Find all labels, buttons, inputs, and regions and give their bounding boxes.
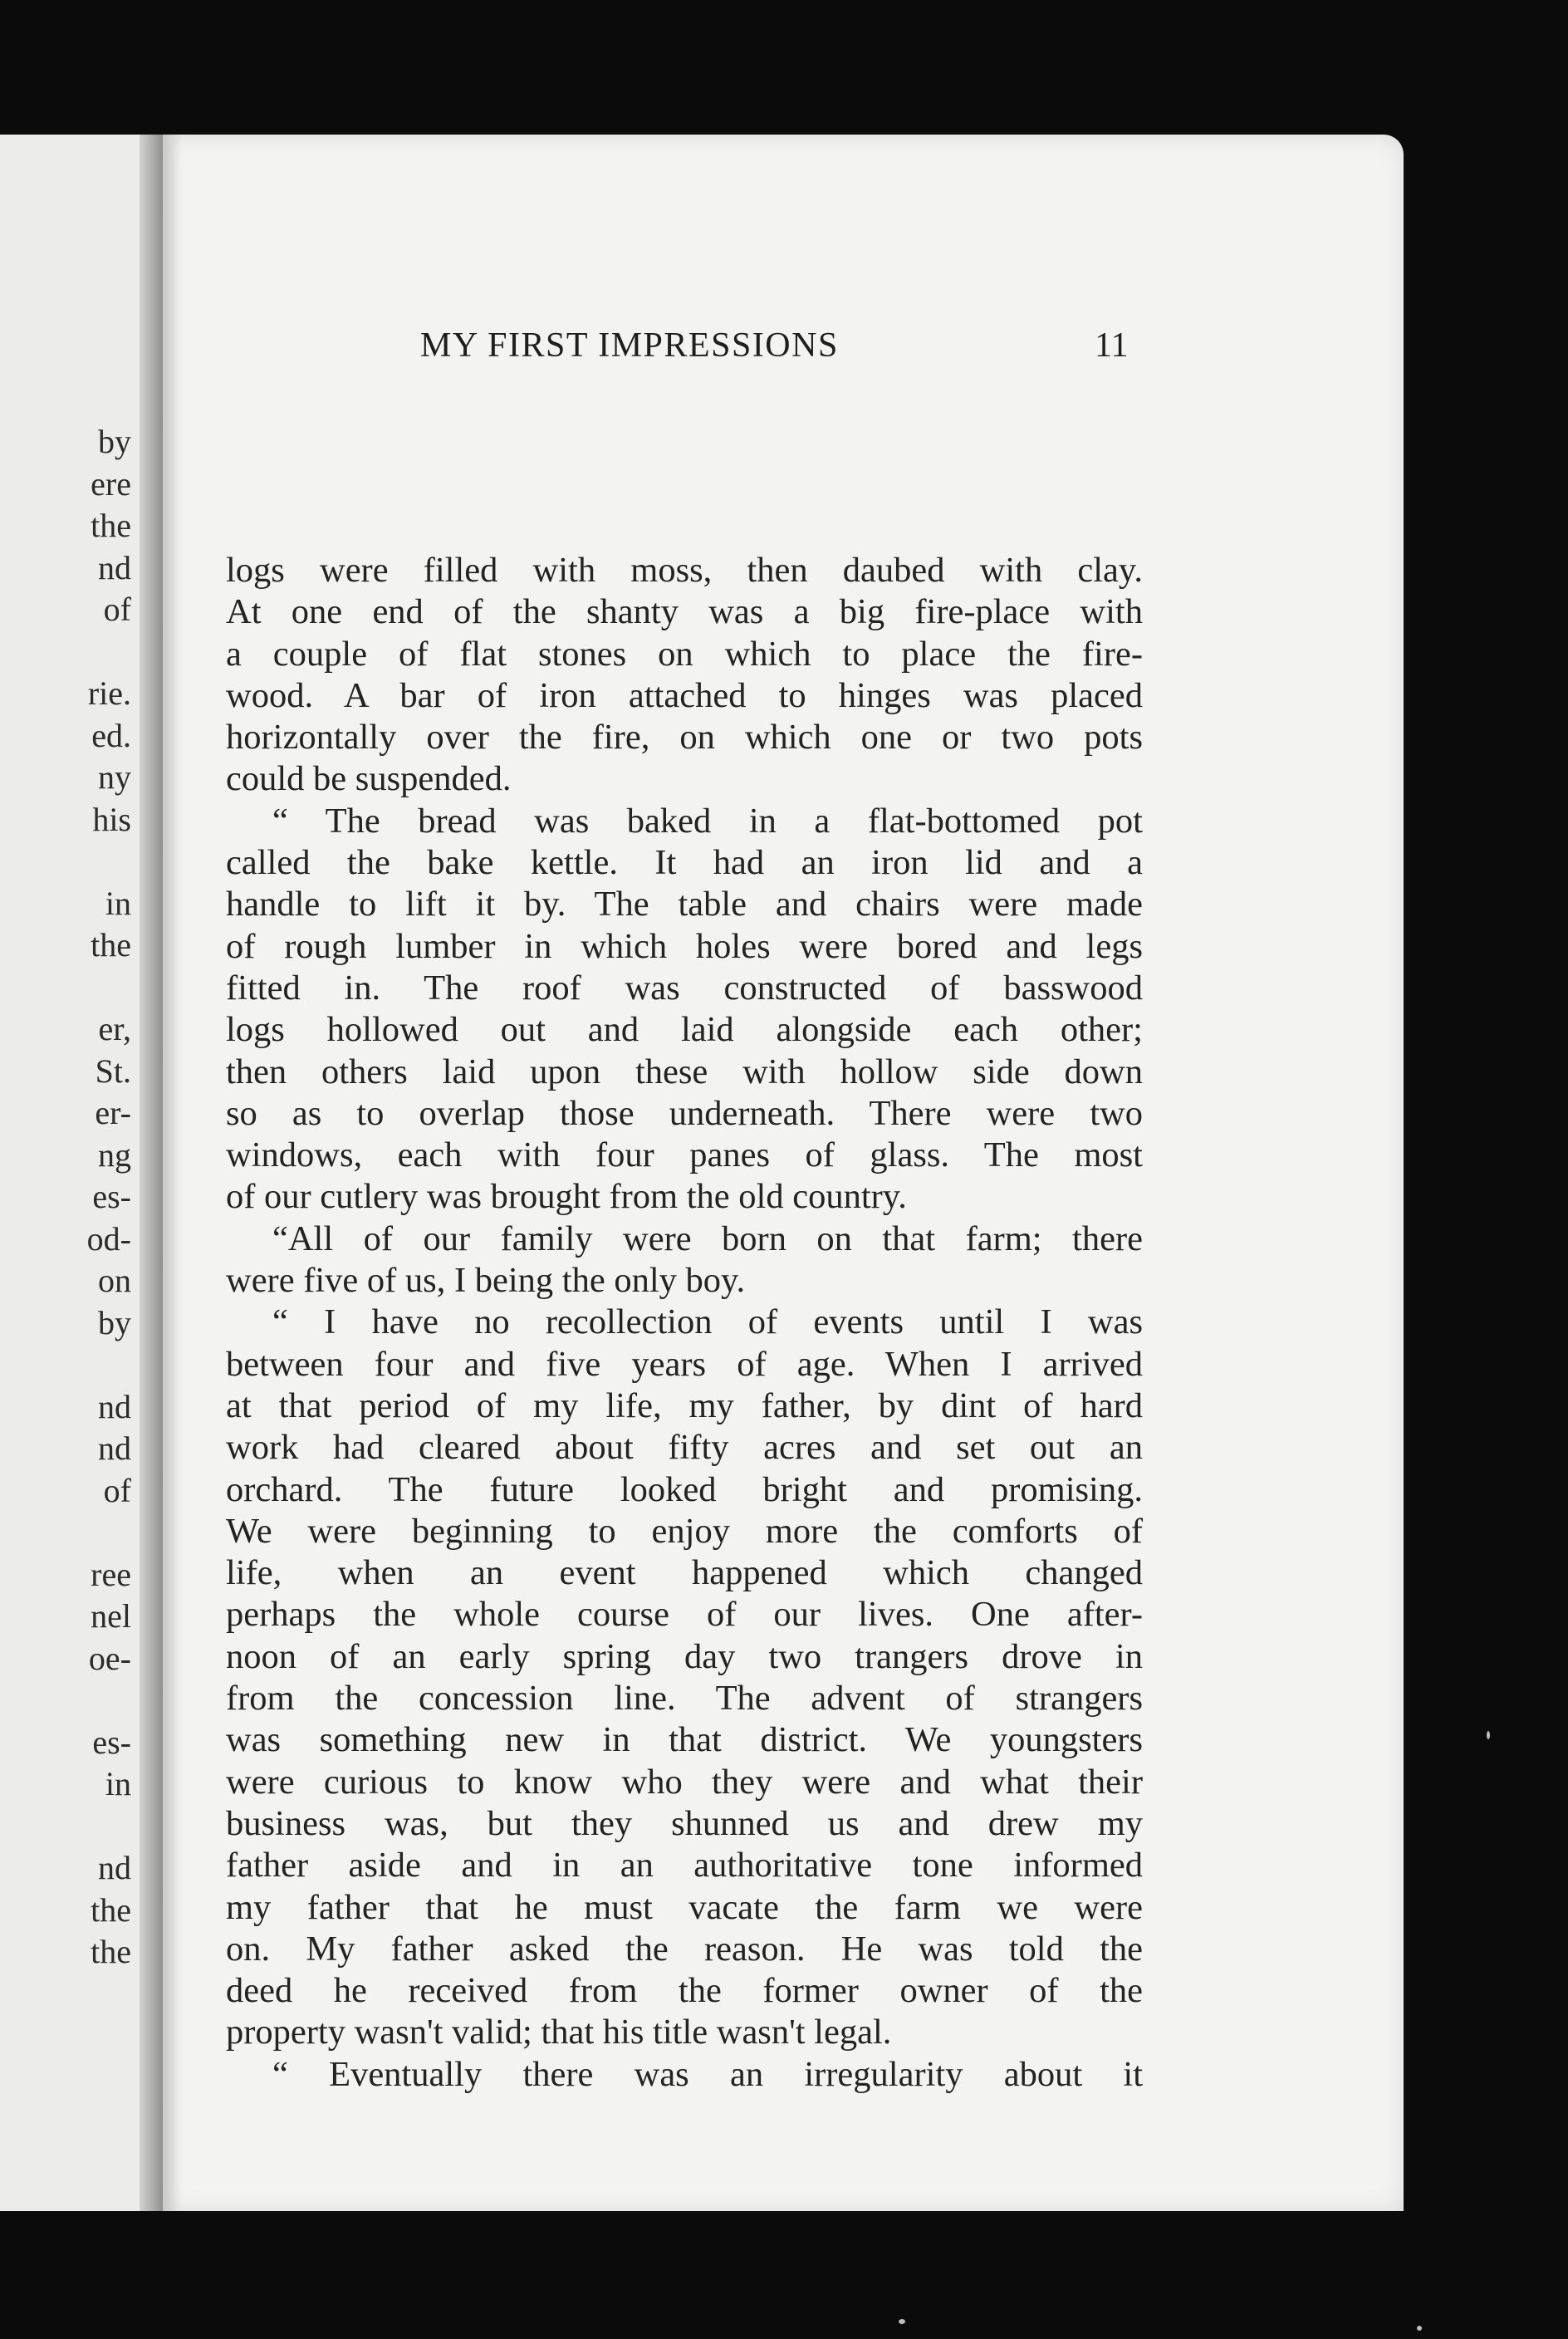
previous-page-fragment: nel bbox=[91, 1597, 131, 1635]
text-line: of our cutlery was brought from the old country. bbox=[226, 1177, 907, 1217]
previous-page-fragment: rie. bbox=[87, 674, 131, 712]
previous-page-fragment: of bbox=[103, 591, 131, 628]
text-line: life, when an event happened which changed bbox=[226, 1553, 1143, 1593]
text-line: were curious to know who they were and what their bbox=[226, 1762, 1143, 1802]
text-line: called the bake kettle. It had an iron lid and a bbox=[226, 843, 1143, 883]
previous-page-fragment: ree bbox=[91, 1555, 131, 1593]
text-line: “ The bread was baked in a flat-bottomed pot bbox=[272, 801, 1143, 841]
previous-page-fragment: nd bbox=[98, 1849, 131, 1886]
text-line: at that period of my life, my father, by dint of hard bbox=[226, 1385, 1143, 1425]
previous-page-fragment: by bbox=[98, 1303, 131, 1341]
text-line: horizontally over the fire, on which one or two pots bbox=[226, 718, 1143, 758]
text-line: perhaps the whole course of our lives. One after- bbox=[226, 1595, 1143, 1635]
previous-page-fragment: in bbox=[105, 884, 131, 922]
text-line: my father that he must vacate the farm we were bbox=[226, 1887, 1143, 1927]
dust-speck bbox=[1487, 1731, 1490, 1739]
previous-page-fragment bbox=[7, 1344, 131, 1386]
text-line: on. My father asked the reason. He was told the bbox=[226, 1929, 1143, 1969]
previous-page-fragment: nd bbox=[98, 1387, 131, 1425]
previous-page-fragment: nd bbox=[98, 1429, 131, 1467]
previous-page-fragment bbox=[7, 967, 131, 1009]
previous-page-fragment bbox=[7, 1806, 131, 1848]
text-line: from the concession line. The advent of strangers bbox=[226, 1679, 1143, 1719]
text-line: “ I have no recollection of events until I was bbox=[272, 1302, 1143, 1342]
text-line: deed he received from the former owner of the bbox=[226, 1971, 1143, 2011]
dust-speck bbox=[899, 2319, 905, 2324]
book-page bbox=[163, 135, 1404, 2211]
previous-page-fragment bbox=[7, 841, 131, 883]
text-line: between four and five years of age. When I arrived bbox=[226, 1344, 1143, 1384]
text-line: handle to lift it by. The table and chairs were made bbox=[226, 885, 1143, 924]
previous-page-fragment bbox=[7, 1679, 131, 1722]
previous-page-fragment: by bbox=[98, 423, 131, 460]
text-line: orchard. The future looked bright and promising. bbox=[226, 1469, 1143, 1509]
text-line: work had cleared about fifty acres and set out an bbox=[226, 1428, 1143, 1468]
text-line: logs hollowed out and laid alongside each other; bbox=[226, 1010, 1143, 1050]
previous-page-fragment: on bbox=[98, 1262, 131, 1299]
text-line: could be suspended. bbox=[226, 759, 512, 799]
text-line: noon of an early spring day two trangers drove in bbox=[226, 1636, 1143, 1676]
text-line: was something new in that district. We youngsters bbox=[226, 1720, 1143, 1760]
previous-page-fragment: St. bbox=[95, 1052, 131, 1090]
text-line: property wasn't valid; that his title wasn't legal. bbox=[226, 2013, 892, 2052]
text-line: fitted in. The roof was constructed of basswood bbox=[226, 968, 1143, 1008]
previous-page-fragment: in bbox=[105, 1765, 131, 1802]
dust-speck bbox=[1417, 2326, 1422, 2331]
previous-page-fragment: ng bbox=[98, 1135, 131, 1174]
previous-page-fragment: er, bbox=[98, 1010, 131, 1047]
previous-page-fragment: of bbox=[103, 1471, 131, 1509]
previous-page-fragment: the bbox=[91, 926, 131, 964]
text-line: “All of our family were born on that farm; there bbox=[272, 1219, 1143, 1258]
text-line: We were beginning to enjoy more the comforts of bbox=[226, 1511, 1143, 1551]
previous-page-fragment: nd bbox=[98, 548, 131, 586]
previous-page-fragment: ere bbox=[91, 464, 131, 503]
text-line: business was, but they shunned us and drew my bbox=[226, 1803, 1143, 1843]
previous-page-fragment: es- bbox=[92, 1178, 131, 1215]
text-line: of rough lumber in which holes were bored and legs bbox=[226, 926, 1143, 966]
previous-page-fragment: er- bbox=[95, 1094, 131, 1131]
previous-page-fragment: ed. bbox=[91, 716, 131, 754]
text-line: then others laid upon these with hollow side down bbox=[226, 1052, 1143, 1091]
previous-page-fragment: the bbox=[91, 1890, 131, 1929]
text-line: father aside and in an authoritative tone informed bbox=[226, 1846, 1143, 1885]
text-line: logs were filled with moss, then daubed with clay. bbox=[226, 551, 1143, 590]
previous-page-fragment: oe- bbox=[88, 1639, 131, 1677]
text-line: wood. A bar of iron attached to hinges was placed bbox=[226, 675, 1143, 715]
previous-page-fragment: ny bbox=[98, 758, 131, 796]
previous-page-edge bbox=[0, 135, 158, 2211]
running-title: MY FIRST IMPRESSIONS bbox=[420, 326, 839, 365]
previous-page-fragment: the bbox=[91, 507, 131, 544]
previous-page-fragment bbox=[7, 631, 131, 674]
page-number: 11 bbox=[1095, 326, 1129, 365]
text-line: windows, each with four panes of glass. The most bbox=[226, 1135, 1143, 1175]
previous-page-fragment: the bbox=[91, 1933, 131, 1970]
text-line: At one end of the shanty was a big fire-place with bbox=[226, 592, 1143, 632]
previous-page-fragment bbox=[7, 1512, 131, 1554]
previous-page-fragment: his bbox=[92, 800, 131, 838]
body-text bbox=[226, 550, 1143, 2096]
text-line: were five of us, I being the only boy. bbox=[226, 1261, 746, 1301]
text-line: a couple of flat stones on which to place the fire- bbox=[226, 634, 1143, 674]
previous-page-fragment: es- bbox=[92, 1723, 131, 1761]
previous-page-fragment: od- bbox=[86, 1219, 131, 1258]
running-head bbox=[163, 326, 1404, 375]
text-line: so as to overlap those underneath. There were two bbox=[226, 1093, 1143, 1133]
text-line: “ Eventually there was an irregularity about it bbox=[272, 2054, 1143, 2094]
previous-page-text-fragments bbox=[7, 421, 131, 1974]
